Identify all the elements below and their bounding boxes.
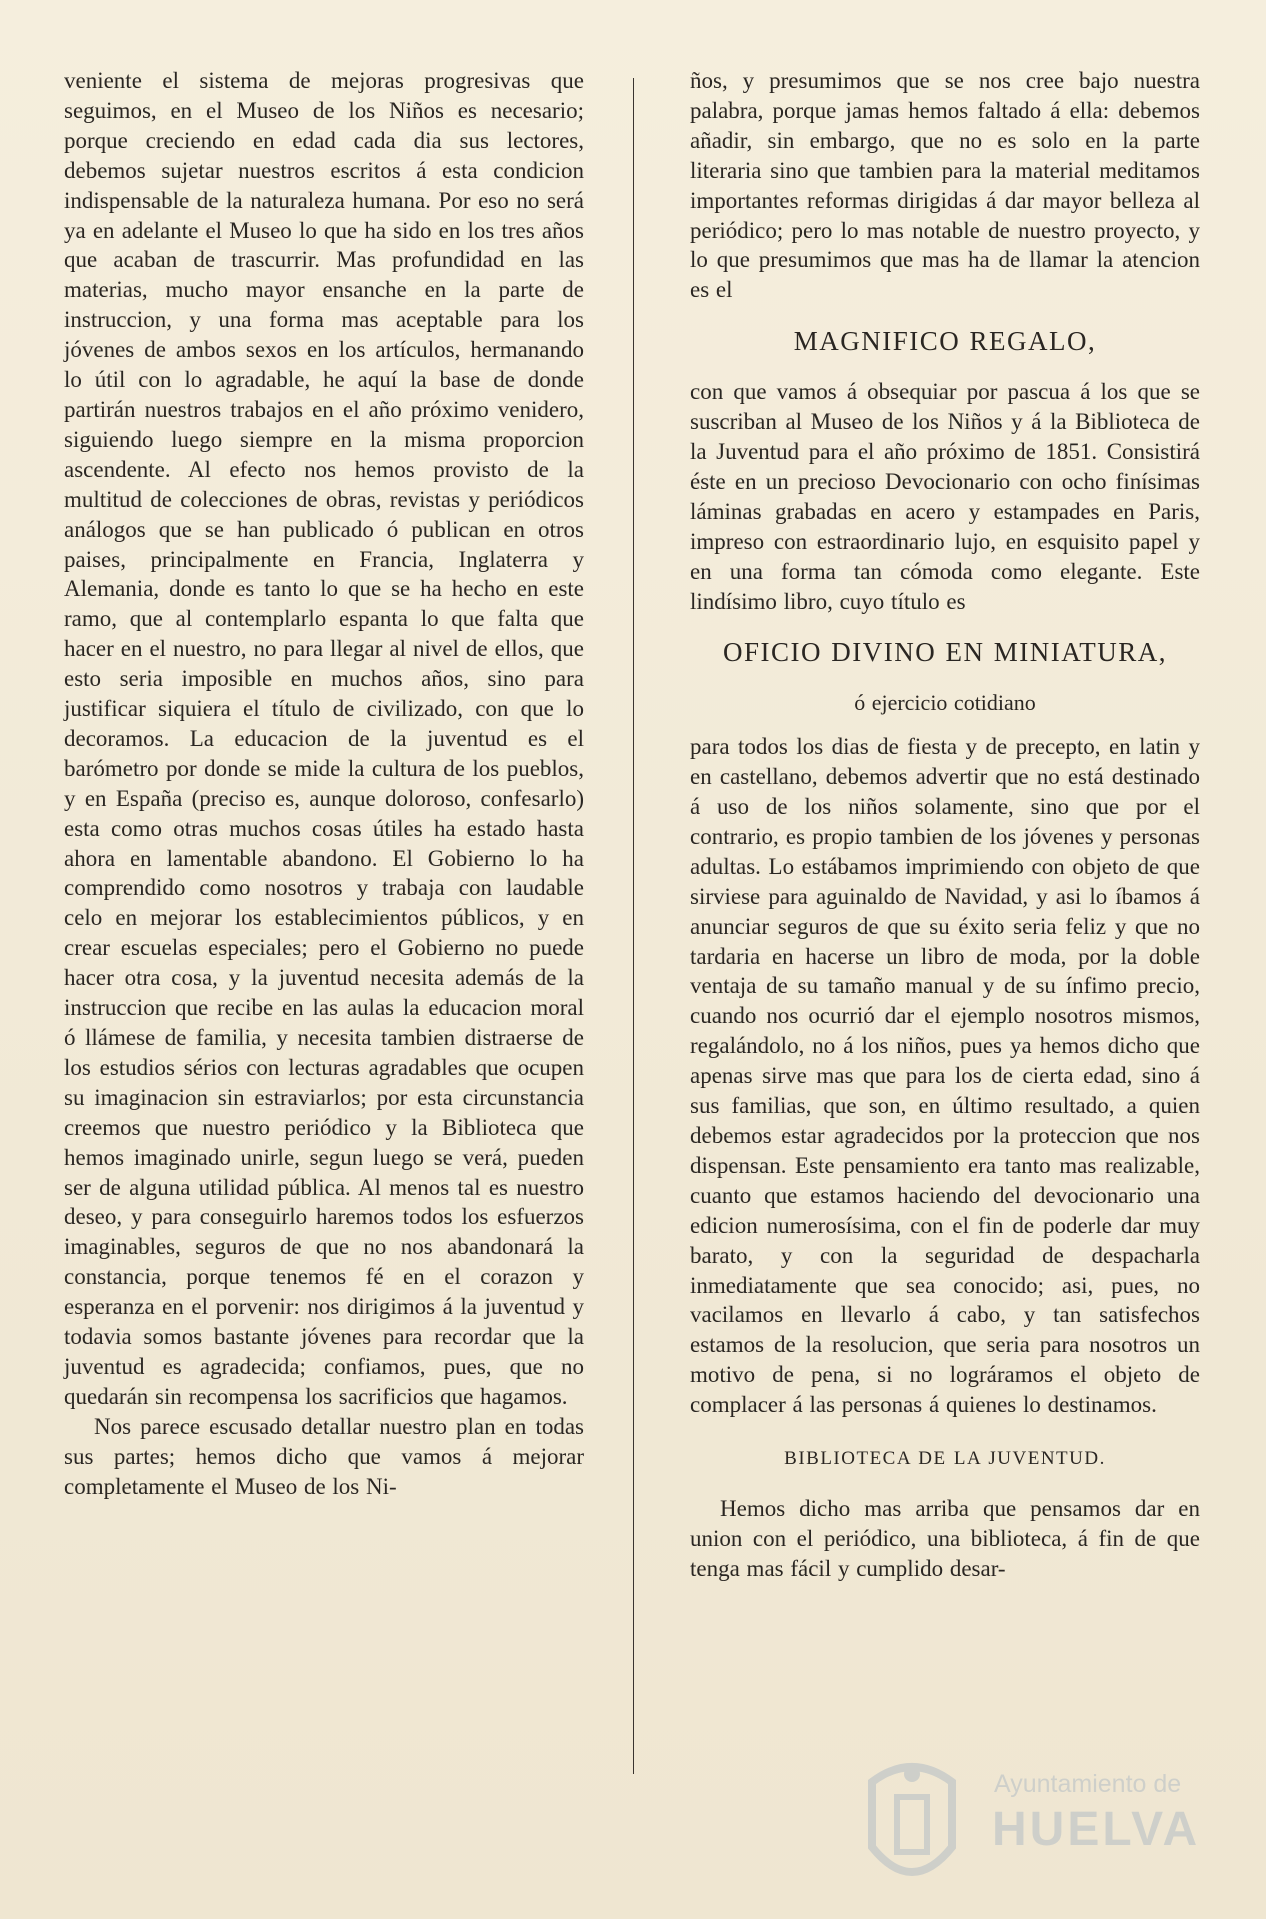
left-column	[64, 66, 584, 1502]
heading-magnifico-regalo: MAGNIFICO REGALO,	[793, 326, 1097, 357]
right-paragraph-3: para todos los dias de fiesta y de precepto, en latin y en castellano, debemos advertir que no está destinado á uso de los niños solamente, sino que por el contrario, es propio tambien de los jóvenes y personas adultas. Lo estábamos imprimiendo con objeto de que sirviese para aguinaldo de Navidad, y asi lo íbamos á anunciar seguros de que su éxito seria feliz y que no tardaria en hacerse un libro de moda, por la doble ventaja de su tamaño manual y de su ínfimo precio, cuando nos ocurrió dar el ejemplo nosotros mismos, regalándolo, no á los niños, pues ya hemos dicho que apenas sirve mas que para los de cierta edad, sino á sus familias, que son, en último resultado, a quien debemos estar agradecidos por la proteccion que nos dispensan. Este pensamiento era tanto mas realizable, cuanto que estamos haciendo del devocionario una edicion numerosísima, con el fin de poderle dar muy barato, y con la seguridad de despacharla inmediatamente que sea conocido; asi, pues, no vacilamos en llevarlo á cabo, y tan satisfechos estamos de la resolucion, que seria para nosotros un motivo de pena, si no lográramos el objeto de complacer á las personas á quienes lo destinamos.	[690, 734, 1200, 1418]
subheading-ejercicio: ó ejercicio cotidiano	[854, 690, 1036, 716]
left-paragraph-1: veniente el sistema de mejoras progresivas que seguimos, en el Museo de los Niños es necesario; porque creciendo en edad cada dia sus lectores, debemos sujetar nuestros escritos á esta condicion indispensable de la naturaleza humana. Por eso no será ya en adelante el Museo lo que ha sido en los tres años que acaban de trascurrir. Mas profundidad en las materias, mucho mayor ensanche en la parte de instruccion, y una forma mas aceptable para los jóvenes de ambos sexos en los artículos, hermanando lo útil con lo agradable, he aquí la base de donde partirán nuestros trabajos en el año próximo venidero, siguiendo luego siempre en la misma proporcion ascendente. Al efecto nos hemos provisto de la multitud de colecciones de obras, revistas y periódicos análogos que se han publicado ó publican en otros paises, principalmente en Francia, Inglaterra y Alemania, donde es tanto lo que se ha hecho en este ramo, que al contemplarlo espanta lo que falta que hacer en el nuestro, no para llegar al nivel de ellos, que esto seria imposible en muchos años, sino para justificar siquiera el título de civilizado, con que lo decoramos. La educacion de la juventud es el barómetro por donde se mide la cultura de los pueblos, y en España (preciso es, aunque doloroso, confesarlo) esta como otras muchos cosas útiles ha estado hasta ahora en lamentable abandono. El Gobierno lo ha comprendido como nosotros y trabaja con laudable celo en mejorar los establecimientos públicos, y en crear escuelas especiales; pero el Gobierno no puede hacer otra cosa, y la juventud necesita además de la instruccion que recibe en las aulas la educacion moral ó llámese de familia, y necesita tambien distraerse de los estudios sérios con lecturas agradables que ocupen su imaginacion sin estraviarlos; por esta circunstancia creemos que nuestro periódico y la Biblioteca que hemos imaginado unirle, segun luego se verá, pueden ser de alguna utilidad pública. Al menos tal es nuestro deseo, y para conseguirlo haremos todos los esfuerzos imaginables, seguros de que no nos abandonará la constancia, porque tenemos fé en el corazon y esperanza en el porvenir: nos dirigimos á la juventud y todavia somos bastante jóvenes para recordar que la juventud es agradecida; confiamos, pues, que no quedarán sin recompensa los sacrificios que hagamos.	[64, 68, 584, 1409]
watermark-line-2: HUELVA	[992, 1803, 1201, 1856]
right-paragraph-4: Hemos dicho mas arriba que pensamos dar en union con el periódico, una biblioteca, á fin de que tenga mas fácil y cumplido desar-	[690, 1495, 1200, 1581]
heading-biblioteca: BIBLIOTECA DE LA JUVENTUD.	[784, 1448, 1106, 1470]
right-column	[690, 66, 1200, 1584]
heading-oficio-divino: OFICIO DIVINO EN MINIATURA,	[723, 637, 1167, 668]
column-divider	[633, 78, 634, 1774]
left-paragraph-2: Nos parece escusado detallar nuestro plan en todas sus partes; hemos dicho que vamos á mejorar completamente el Museo de los Ni-	[64, 1413, 584, 1499]
coat-of-arms-icon	[852, 1752, 972, 1902]
right-paragraph-1: ños, y presumimos que se nos cree bajo nuestra palabra, porque jamas hemos faltado á ella: debemos añadir, sin embargo, que no es solo en la parte literaria sino que tambien para la material meditamos importantes reformas dirigidas á dar mayor belleza al periódico; pero lo mas notable de nuestro proyecto, y lo que presumimos que mas ha de llamar la atencion es el	[690, 68, 1200, 303]
watermark	[852, 1752, 1212, 1902]
watermark-line-1: Ayuntamiento de	[994, 1770, 1182, 1798]
right-paragraph-2: con que vamos á obsequiar por pascua á los que se suscriban al Museo de los Niños y á la Biblioteca de la Juventud para el año próximo de 1851. Consistirá éste en un precioso Devocionario con ocho finísimas láminas grabadas en acero y estampades en Paris, impreso con estraordinario lujo, en esquisito papel y en una forma tan cómoda como elegante. Este lindísimo libro, cuyo título es	[690, 379, 1200, 614]
